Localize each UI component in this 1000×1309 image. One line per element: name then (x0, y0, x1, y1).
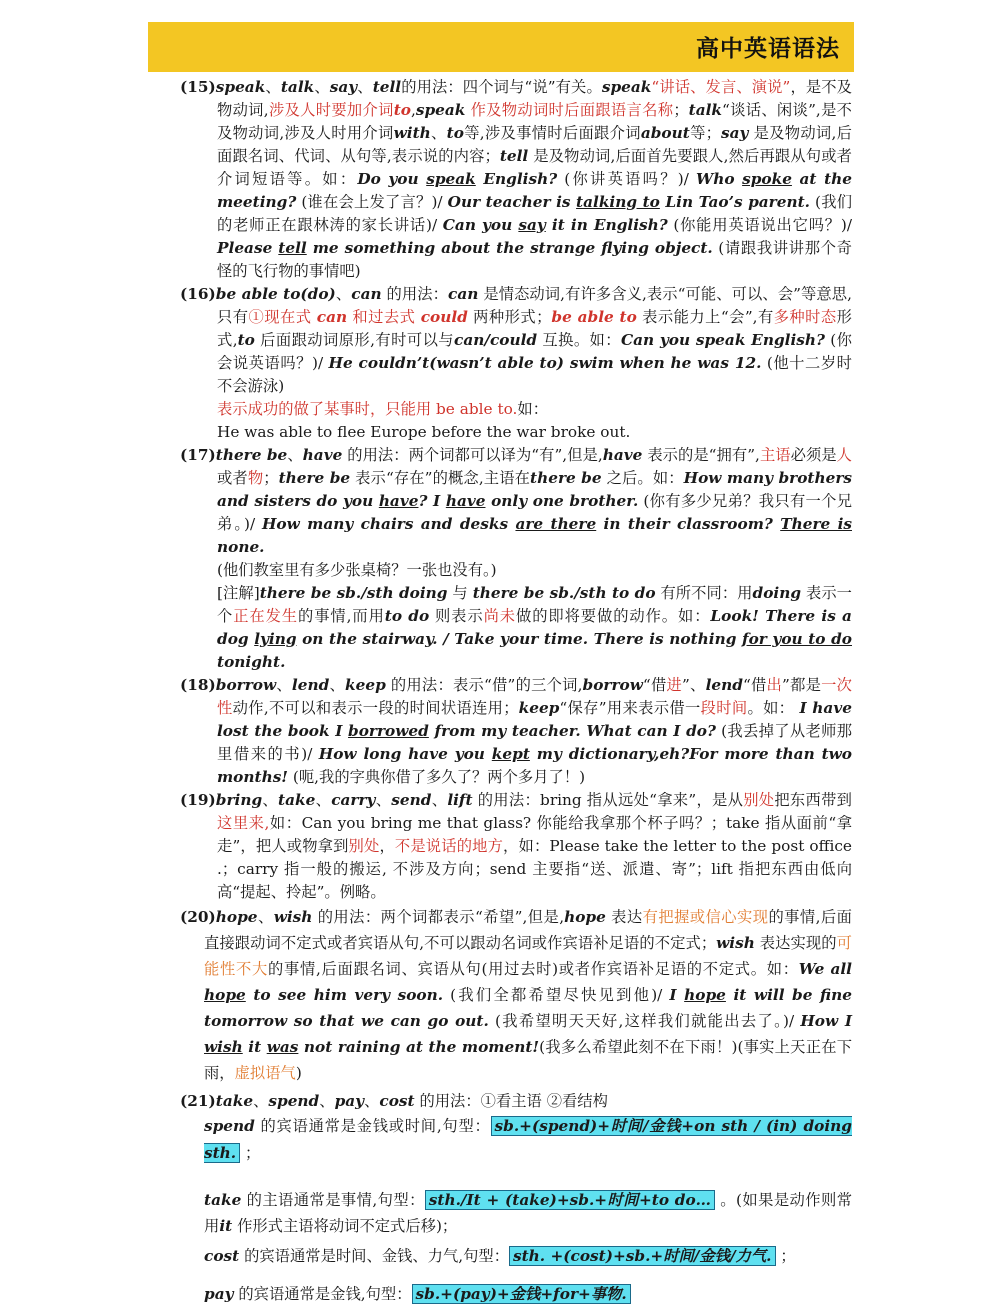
section-15: (15)speak、talk、say、tell的用法：四个词与“说”有关。speak“讲话、发言、演说”，是不及物动词,涉及人时要加介词to,speak 作及物动词时后面跟语言名称；talk“谈话、闲谈”,是不及物动词,涉及人时用介词with、to等,涉及事情时后面跟介词about等；say 是及物动词,后面跟名词、代词、从句等,表示说的内容；tell 是及物动词,后面首先要跟人,然后再跟从句或者介词短语等。如：Do you speak English? (你讲英语吗？)/ Who spoke at the meeting? (谁在会上发了言？)/ Our teacher is talking to Lin Tao’s parent. (我们的老师正在跟林涛的家长讲话)/ Can you say it in English? (你能用英语说出它吗？)/ Please tell me something about the strange flying object. (请跟我讲讲那个奇怪的飞行物的事情吧) (180, 78, 852, 280)
section-16: (16)be able to(do)、can 的用法：can 是情态动词,有许多含义,表示“可能、可以、会”等意思,只有①现在式 can 和过去式 could 两种形式；be able to 表示能力上“会”,有多种时态形式,to 后面跟动词原形,有时可以与can/could 互换。如：Can you speak English? (你会说英语吗？)/ He couldn’t(wasn’t able to) swim when he was 12. (他十二岁时不会游泳) (180, 285, 852, 395)
section-17-note: [注解]there be sb./sth doing 与 there be sb./sth to do 有所不同：用doing 表示一个正在发生的事情,而用to do 则表示尚未做的即将要做的动作。如：Look! There is a dog lying on the stairway. / Take your time. There is nothing for you to do tonight. (217, 584, 852, 671)
section-19: (19)bring、take、carry、send、lift 的用法：bring 指从远处“拿来”，是从别处把东西带到这里来,如：Can you bring me that glass? 你能给我拿那个杯子吗？；take 指从面前“拿走”，把人或物拿到别处，不是说话的地方，如：Please take the letter to the post office .；carry 指一般的搬运, 不涉及方向；send 主要指“送、派遣、寄”；lift 指把东西由低向高“提起、拎起”。例略。 (180, 791, 852, 901)
section-16-note: 表示成功的做了某事时，只能用 be able to.如： He was able to flee Europe before the war broke out. (217, 400, 631, 441)
document-body (180, 76, 852, 1309)
cost-pattern-box: sth. +(cost)+sb.+时间/金钱/力气. (509, 1246, 776, 1266)
page-title: 高中英语语法 (696, 36, 840, 62)
take-pattern-box: sth./It + (take)+sb.+时间+to do… (425, 1190, 715, 1210)
section-20: (20)hope、wish 的用法：两个词都表示“希望”,但是,hope 表达有把握或信心实现的事情,后面直接跟动词不定式或者宾语从句,不可以跟动名词或作宾语补足语的不定式；wish 表达实现的可能性不大的事情,后面跟名词、宾语从句(用过去时)或者作宾语补足语的不定式。如：We all hope to see him very soon. (我们全都希望尽快见到他)/ I hope it will be fine tomorrow so that we can go out. (我希望明天天好,这样我们就能出去了。)/ How I wish it was not raining at the moment!(我多么希望此刻不在下雨！)(事实上天正在下雨，虚拟语气) (180, 908, 853, 1082)
section-18: (18)borrow、lend、keep 的用法：表示“借”的三个词,borrow“借进”、lend“借出”都是一次性动作,不可以和表示一段的时间状语连用；keep“保存”用来表示借一段时间。如： I have lost the book I borrowed from my teacher. What can I do? (我丢掉了从老师那里借来的书)/ How long have you kept my dictionary,eh?For more than two months! (呃,我的字典你借了多久了？两个多月了！) (180, 676, 853, 786)
spend-pattern-box: sb.+(spend)+时间/金钱+on sth / (in) doing sth. (204, 1117, 852, 1162)
section-21-spend: spend 的宾语通常是金钱或时间,句型： sb.+(spend)+时间/金钱+on sth / (in) doing sth. ； (204, 1117, 852, 1162)
section-21-take: take 的主语通常是事情,句型： sth./It + (take)+sb.+时间+to do… 。(如果是动作则常用it 作形式主语将动词不定式后移)； (204, 1191, 852, 1235)
section-21-pay: pay 的宾语通常是金钱,句型： sb.+(pay)+金钱+for+事物. (180, 1279, 852, 1309)
header-bar (148, 22, 854, 72)
pay-pattern-box: sb.+(pay)+金钱+for+事物. (412, 1284, 631, 1304)
section-17: (17)there be、have 的用法：两个词都可以译为“有”,但是,have 表示的是“拥有”,主语必须是人或者物；there be 表示“存在”的概念,主语在there be 之后。如：How many brothers and sisters do you have? I have only one brother. (你有多少兄弟？我只有一个兄弟。)/ How many chairs and desks are there in their classroom? There is none. (他们教室里有多少张桌椅？一张也没有。) (180, 446, 852, 579)
section-21-cost: cost 的宾语通常是时间、金钱、力气,句型： sth. +(cost)+sb.+时间/金钱/力气. ； (204, 1247, 796, 1265)
section-21: (21)take、spend、pay、cost 的用法：①看主语 ②看结构 (180, 1092, 608, 1110)
